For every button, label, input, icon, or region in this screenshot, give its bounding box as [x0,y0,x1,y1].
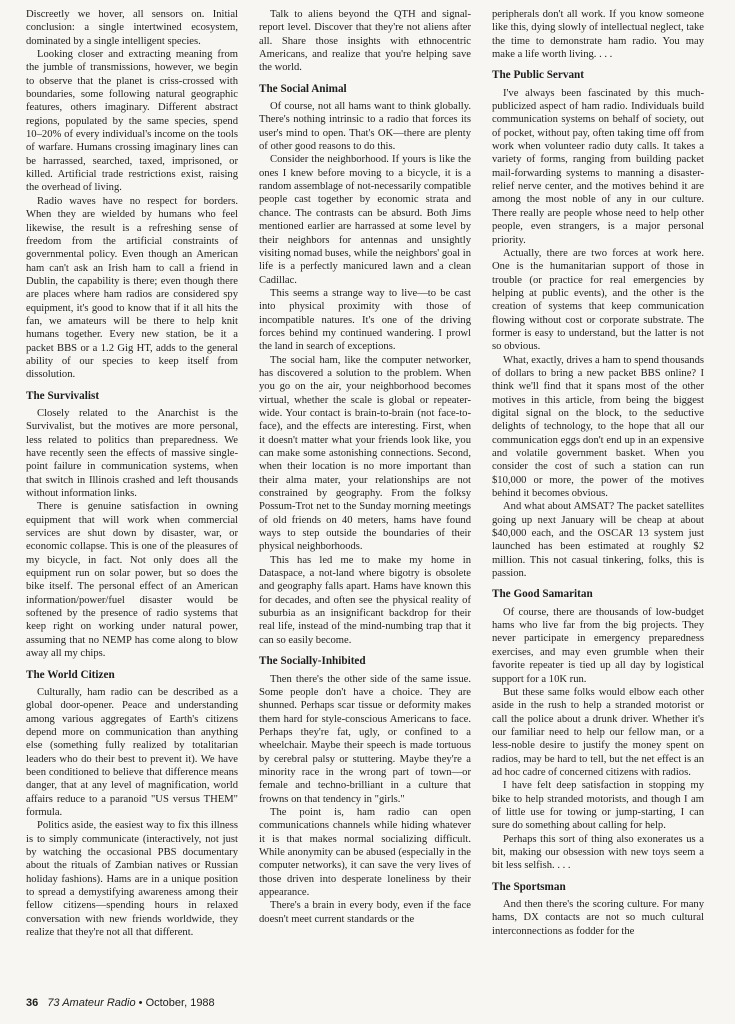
paragraph: Of course, there are thousands of low-budget hams who live far from the big projects. They never participate in emergency preparedness exercises, and may even grumble when their favorite repeater is tied up all day by logistical support for a 10K run. [492,606,704,685]
paragraph: Actually, there are two forces at work here. One is the humanitarian support of those in trouble (or practice for real emergencies by helping at public events), and the other is the creation of systems that keep communication flowing without cost or corporate substrate. The former is easy to understand, but the latter is not so obvious. [492,247,704,353]
section-heading-survivalist: The Survivalist [26,389,100,402]
section-heading-socially-inhibited: The Socially-Inhibited [259,655,366,668]
paragraph: Politics aside, the easiest way to fix this illness is to simply communicate (interactively, not just by watching the occasional PBS documentary about the rituals of Zambian natives or Russian holiday fashions). Hams are in a unique position to spread a demystifying awareness among their fellow citizens—spending hours in relaxed conversation with new friends worldwide, they realize that they're not all that different. [26,820,238,939]
page-footer [26,997,215,1009]
paragraph: I have felt deep satisfaction in stopping my bike to help stranded motorists, and though I am of little use for towing or jump-starting, I can sure do something about calling for help. [492,780,704,832]
paragraph: This seems a strange way to live—to be cast into physical proximity with those of incompatible natures. It's one of the driving forces behind my continued wandering. I prowl the land in search of exceptions. [259,287,471,353]
paragraph: Of course, not all hams want to think globally. There's nothing intrinsic to a radio that forces its user's mind to open. That's OK—there are plenty of other good reasons to do this. [259,101,471,153]
section-heading-public-servant: The Public Servant [492,69,584,82]
footer-separator: • [138,997,143,1009]
column-2 [259,8,471,926]
paragraph: Then there's the other side of the same issue. Some people don't have a choice. They are shunned. Perhaps scar tissue or deformity makes them hard for style-conscious Americans to face. Perhaps they're fat, ugly, or confined to a wheelchair. Maybe their speech is made tortuous by cerebral palsy or stuttering. Maybe they're a minority race in the wrong part of town—or female and techno-brilliant in a culture that frowns on that tendency in "girls." [259,673,471,805]
section-heading-good-samaritan: The Good Samaritan [492,588,593,601]
paragraph: Culturally, ham radio can be described as a global door-opener. Peace and understanding among various aggregates of Earth's citizens depend more on communication than anything else (something fully realized by totalitarian leaders who do their best to prevent it). We have been conditioned to believe that difference means danger, that at any level of magnification, world affairs reduce to a paranoid "US versus THEM" formula. [26,686,238,818]
paragraph: This has led me to make my home in Dataspace, a not-land where bigotry is obsolete and geography falls apart. Hams have known this for decades, and often see the physical reality of suburbia as an insignificant backdrop for their real life, instead of the mind-numbing trap that it can so easily become. [259,554,471,646]
column-1 [26,8,238,939]
paragraph: Talk to aliens beyond the QTH and signal-report level. Discover that they're not aliens after all. Share those insights with ethnocentric Americans, and realize that you're helping save the world. [259,9,471,74]
paragraph: Discreetly we hover, all sensors on. Initial conclusion: a single intertwined ecosystem, dominated by a single intelligent species. [26,9,238,47]
paragraph: And then there's the scoring culture. For many hams, DX contacts are not so much cultural interconnections as fodder for the [492,899,704,937]
paragraph: peripherals don't all work. If you know someone like this, dying slowly of intellectual neglect, take the time to demonstrate ham radio. You may make a life worth living. . . . [492,9,704,61]
paragraph: And what about AMSAT? The packet satellites going up next January will be cheap at about $40,000 each, and the OSCAR 13 system just launched has been estimated at roughly $2 million. This not casual tinkering, folks, this is passion. [492,501,704,580]
publication-name: 73 Amateur Radio [47,997,136,1009]
page-number: 36 [26,997,39,1009]
section-heading-social-animal: The Social Animal [259,82,347,95]
issue-date: October, 1988 [145,997,215,1009]
paragraph: Perhaps this sort of thing also exonerates us a bit, making our obsession with new toys seem a bit less selfish. . . . [492,833,704,872]
paragraph: I've always been fascinated by this much-publicized aspect of ham radio. Individuals build communication systems on behalf of society, out of pocket, without pay, often taking time off from work when volunteer radio duty calls. It takes a variety of forms, ranging from building packet mail-forwarding systems to manning a disaster-relief nerve center, and the motives behind it are among the most noble of any in our culture. There really are people whose need to help other people, even strangers, is a major personal priority. [492,87,704,246]
paragraph: Closely related to the Anarchist is the Survivalist, but the motives are more personal, less related to politics than preparedness. We have recently seen the effects of massive single-point failure in communication systems, when that switch in Illinois crashed and left thousands without information links. [26,407,238,500]
paragraph: There's a brain in every body, even if the face doesn't meet current standards or the [259,900,471,925]
paragraph: What, exactly, drives a ham to spend thousands of dollars to bring a new packet BBS online? I think we'll find that it spans most of the other motives in this article, from being the biggest digital signal on the block, to the seductive delights of technology, to the hope that all our communication eggs don't end up in an expensive and volatile government basket. When you consider the cost of such a station can run $10,000 or more, the power of the motives behind it becomes obvious. [492,354,704,500]
paragraph: But these same folks would elbow each other aside in the rush to help a stranded motorist or call the police about a drunk driver. Whether it's our familiar need to help our fellow man, or a less-noble desire to justify the money spent on radios, may be hard to tell, but the net effect is an ad hoc cadre of concerned citizens with radios. [492,686,704,778]
paragraph: Radio waves have no respect for borders. When they are wielded by humans who feel likewise, the result is a refreshing sense of freedom from the artificial constraints of governmental policy. Even though an American ham can't ask an Irish ham to call a friend in Dublin, the capability is there; even though there are places where ham radios are considered spy equipment, it's good to know that if it all hits the fan, we amateurs will be there to help knit humans together. Every new station, be it a packet BBS or a 1.2 Gig HT, adds to the general ability of our species to keep itself from dissolution. [26,195,238,381]
paragraph: There is genuine satisfaction in owning equipment that will work when commercial services are shut down by disaster, war, or economic collapse. This is one of the pleasures of my bicycle, in fact. Not only does all the equipment run on solar power, but so does the bike itself. The personal effect of an American information/power/fuel disaster would be softened by the presence of radio systems that keep right on working under natural power, assuming that no NEMP has come along to blow away all my chips. [26,501,238,660]
column-3 [492,8,704,938]
section-heading-world-citizen: The World Citizen [26,668,115,681]
paragraph: Looking closer and extracting meaning from the jumble of transmissions, however, we begin to observe that the planet is criss-crossed with boundaries, some following natural geographic features, others imaginary. Different abstract regions, populated by the same species, spend 10–20% of every individual's income on the tools of warfare. Humans crossing imaginary lines can be harrassed, searched, taxed, imprisoned, or killed. Artificial trade restrictions exist, raising the overhead of living. [26,49,238,194]
section-heading-sportsman: The Sportsman [492,880,566,893]
paragraph: Consider the neighborhood. If yours is like the ones I knew before moving to a bicycle, it is a random assemblage of not-necessarily compatible people cast together by economic strata and chance. The contrasts can be absurd. Both Jims mentioned earlier are harrassed at some level by their neighbors for antennas and unsightly visiting nomad buses, while the neighbors' goal in life is a perfectly manicured lawn and a clean Cadillac. [259,154,471,286]
paragraph: The point is, ham radio can open communications channels while hiding whatever it is that makes normal socializing difficult. While anonymity can be abused (especially in the computer networks), it can save the very lives of those driven into desperate loneliness by their appearance. [259,806,471,898]
paragraph: The social ham, like the computer networker, has discovered a solution to the problem. When you go on the air, your neighborhood becomes virtual, whether the scale is global or repeater-wide. Your contact is brain-to-brain (not face-to-face), and the effects are interesting. First, when it doesn't matter what your friends look like, you can make some astonishing connections. Second, when their location is no more important than their alma mater, your relationships are not constrained by geography. From the folksy Possum-Trot net to the Sunday morning meetings of old friends on 40 meters, hams have found ways to step outside the boundaries of their physical neighborhoods. [259,354,471,553]
